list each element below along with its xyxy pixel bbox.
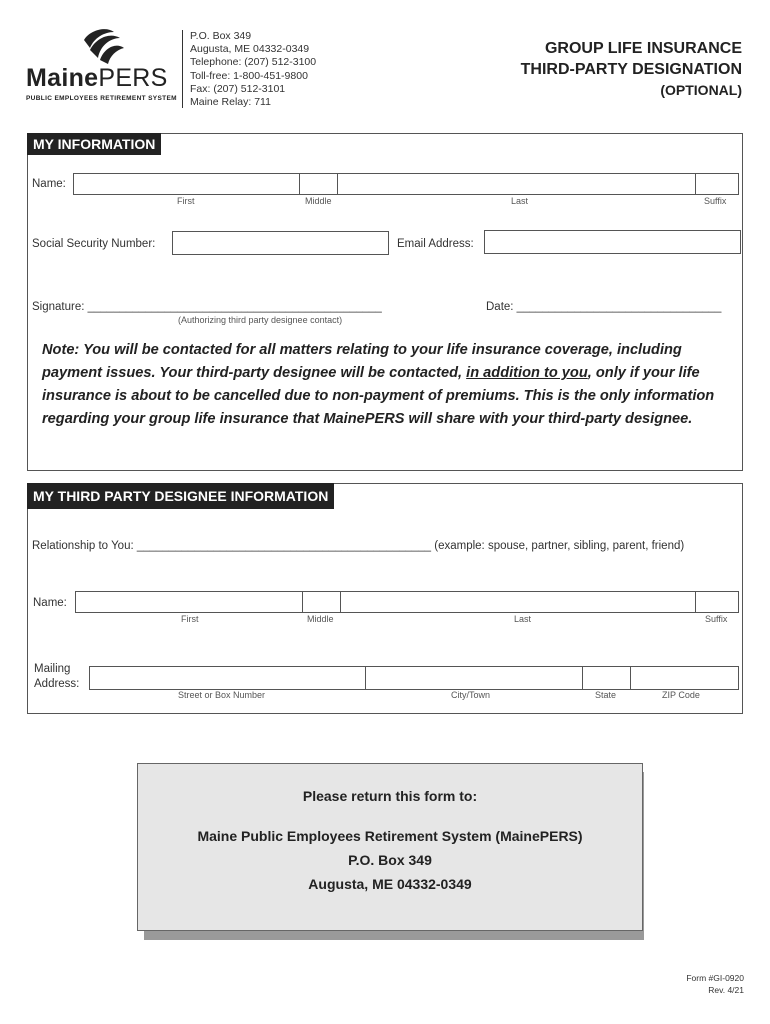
city-field[interactable]	[365, 666, 583, 690]
logo-tagline: PUBLIC EMPLOYEES RETIREMENT SYSTEM	[26, 95, 177, 102]
designee-middle-name-field[interactable]	[302, 591, 341, 613]
return-city-state-zip: Augusta, ME 04332-0349	[308, 876, 472, 892]
zip-field[interactable]	[630, 666, 739, 690]
state-field[interactable]	[582, 666, 631, 690]
caption-city: City/Town	[451, 690, 491, 700]
signature-line[interactable]: Signature: ______________________________________________	[32, 301, 382, 313]
last-name-field[interactable]	[337, 173, 696, 195]
first-name-field[interactable]	[73, 173, 300, 195]
header-divider	[182, 30, 183, 108]
caption-zip: ZIP Code	[662, 690, 700, 700]
address-line: Toll-free: 1-800-451-9800	[190, 69, 308, 82]
contact-address-block	[190, 30, 316, 109]
caption-state: State	[595, 690, 617, 700]
caption-first: First	[177, 196, 195, 206]
date-line[interactable]: Date: ________________________________	[486, 301, 722, 313]
return-heading: Please return this form to:	[302, 788, 478, 804]
caption-first: First	[181, 614, 199, 624]
form-title: GROUP LIFE INSURANCE THIRD-PARTY DESIGNATION (OPTIONAL)	[520, 40, 742, 98]
email-field[interactable]	[484, 230, 741, 254]
return-address-box	[137, 763, 643, 931]
form-number: Form #GI-0920	[686, 973, 744, 983]
address-line: Augusta, ME 04332-0349	[190, 43, 310, 56]
middle-name-field[interactable]	[299, 173, 338, 195]
designee-last-name-field[interactable]	[340, 591, 696, 613]
ssn-label: Social Security Number:	[32, 238, 156, 250]
return-organization: Maine Public Employees Retirement System (MainePERS)	[197, 828, 583, 844]
address-line: P.O. Box 349	[190, 30, 252, 42]
designee-suffix-field[interactable]	[695, 591, 739, 613]
email-label: Email Address:	[397, 238, 474, 250]
mainepers-logo-wordmark: MainePERS	[26, 64, 168, 92]
suffix-field[interactable]	[695, 173, 739, 195]
caption-street: Street or Box Number	[178, 690, 266, 700]
caption-suffix: Suffix	[704, 196, 727, 206]
form-number-block	[686, 972, 744, 996]
street-field[interactable]	[89, 666, 366, 690]
caption-middle: Middle	[305, 196, 332, 206]
signature-caption: (Authorizing third party designee contact)	[178, 315, 343, 325]
form-revision: Rev. 4/21	[708, 985, 744, 995]
caption-middle: Middle	[307, 614, 334, 624]
mailing-address-label: Mailing Address:	[34, 663, 80, 690]
contact-note: Note: You will be contacted for all matters relating to your life insurance coverage, including payment issues. Your third-party designee will be contacted, in addition to you, only if your life insurance is about to be cancelled due to non-payment of premiums. This is the only information regarding your group life insurance that MainePERS will share with your third-party designee.	[42, 342, 715, 427]
caption-last: Last	[514, 614, 532, 624]
address-line: Telephone: (207) 512-3100	[190, 56, 317, 69]
address-line: Fax: (207) 512-3101	[190, 82, 286, 95]
relationship-line[interactable]: Relationship to You: ______________________________________________ (example: spouse, partner, sibling, parent, friend)	[32, 540, 685, 552]
name-label: Name:	[32, 178, 66, 190]
ssn-field[interactable]	[172, 231, 389, 255]
designee-name-label: Name:	[33, 597, 67, 609]
address-line: Maine Relay: 711	[190, 96, 271, 109]
designee-first-name-field[interactable]	[75, 591, 303, 613]
return-po-box: P.O. Box 349	[348, 852, 432, 868]
caption-suffix: Suffix	[705, 614, 728, 624]
mainepers-logo-icon	[80, 26, 126, 66]
my-information-heading: MY INFORMATION	[27, 133, 161, 155]
caption-last: Last	[511, 196, 529, 206]
designee-heading: MY THIRD PARTY DESIGNEE INFORMATION	[27, 483, 334, 509]
